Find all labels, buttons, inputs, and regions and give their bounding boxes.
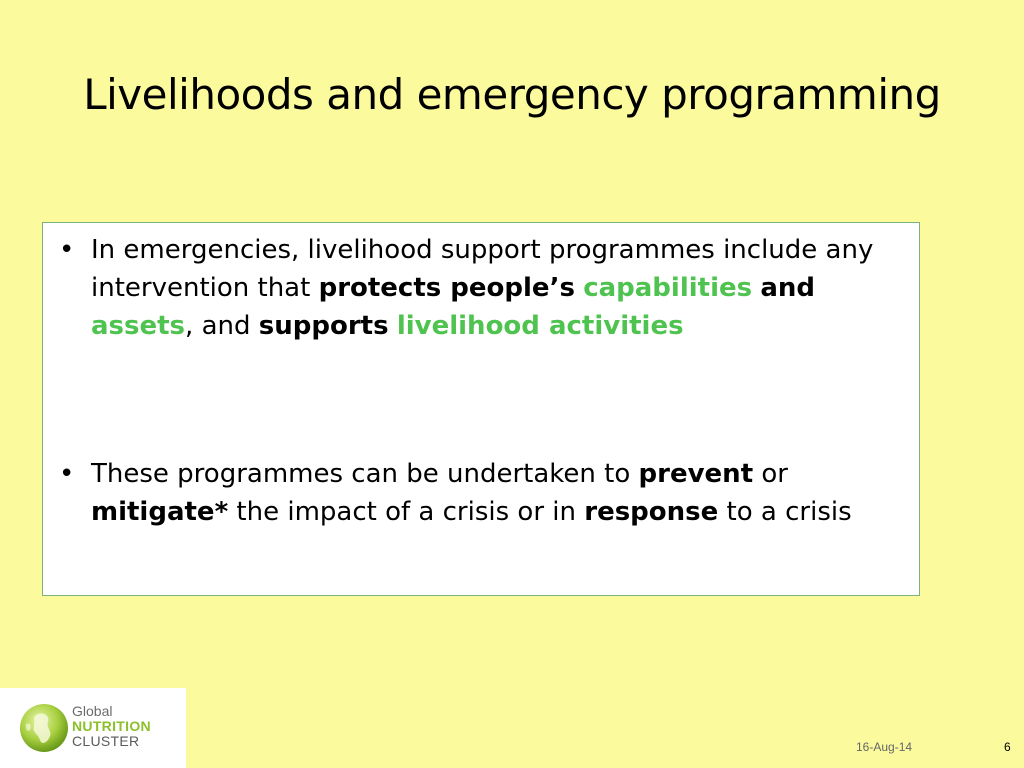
bullet-item-1: [59, 231, 905, 345]
bullet-text-1: [91, 231, 905, 345]
bullet-text-2: [91, 455, 905, 531]
footer-date: 16-Aug-14: [856, 740, 913, 754]
text-segment-bold: protects people’s: [318, 273, 575, 303]
text-segment-highlight: assets: [91, 311, 186, 341]
slide-title: Livelihoods and emergency programming: [83, 70, 941, 119]
text-segment-highlight: livelihood activities: [396, 311, 684, 341]
text-segment: to a crisis: [718, 497, 852, 527]
text-segment: [575, 273, 583, 303]
page-number: 6: [1004, 740, 1011, 754]
text-segment: , and: [185, 311, 259, 341]
logo: [0, 688, 186, 768]
text-segment: or: [753, 459, 788, 489]
text-segment-bold: prevent: [638, 459, 754, 489]
bullet-icon: •: [59, 235, 75, 265]
bullet-item-2: [59, 455, 905, 531]
globe-icon: [18, 702, 70, 754]
bullet-icon: •: [59, 459, 75, 489]
text-segment: These programmes can be undertaken to: [91, 459, 639, 489]
logo-line-2: NUTRITION: [72, 718, 151, 734]
logo-line-1: Global: [72, 703, 113, 719]
logo-text: [72, 704, 151, 749]
text-segment-highlight: capabilities: [583, 273, 753, 303]
text-segment-bold: and: [760, 273, 816, 303]
logo-line-3: CLUSTER: [72, 733, 140, 749]
text-segment: the impact of a crisis or in: [228, 497, 585, 527]
text-segment-bold: supports: [258, 311, 389, 341]
text-segment-bold: response: [584, 497, 719, 527]
text-segment: In emergencies, livelihood support programmes include any intervention that: [91, 235, 874, 303]
text-segment: [389, 311, 397, 341]
text-segment-bold: mitigate*: [91, 497, 229, 527]
content-box: [42, 222, 920, 596]
